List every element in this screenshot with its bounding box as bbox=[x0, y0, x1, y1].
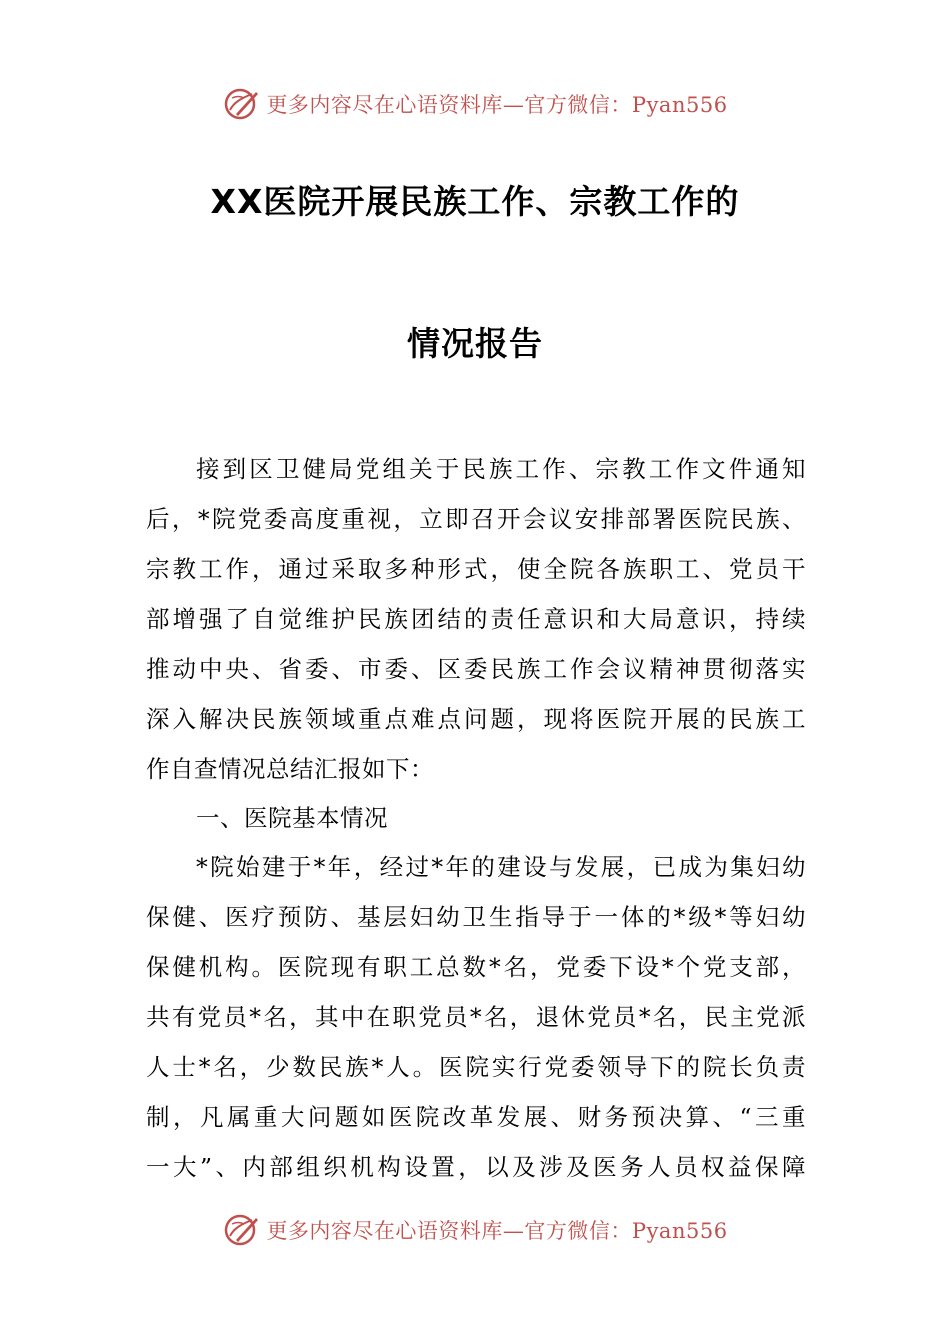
body-line: 一大”、内部组织机构设置，以及涉及医务人员权益保障 bbox=[146, 1153, 806, 1181]
body-line: 后，*院党委高度重视，立即召开会议安排部署医院民族、 bbox=[146, 505, 806, 533]
body-line: 作自查情况总结汇报如下： bbox=[146, 755, 434, 783]
watermark-header bbox=[0, 82, 950, 126]
body-line: 宗教工作，通过采取多种形式，使全院各族职工、党员干 bbox=[146, 555, 806, 583]
body-line: 制，凡属重大问题如医院改革发展、财务预决算、“三重 bbox=[146, 1103, 806, 1131]
body-line: 推动中央、省委、市委、区委民族工作会议精神贯彻落实 bbox=[146, 655, 806, 683]
document-title-line-1: XX医院开展民族工作、宗教工作的 bbox=[210, 182, 740, 221]
pen-logo-icon bbox=[222, 1210, 262, 1250]
body-line: 保健机构。医院现有职工总数*名，党委下设*个党支部， bbox=[146, 953, 806, 981]
pen-logo-icon bbox=[222, 84, 262, 124]
body-line: 部增强了自觉维护民族团结的责任意识和大局意识，持续 bbox=[146, 605, 806, 633]
body-line: *院始建于*年，经过*年的建设与发展，已成为集妇幼 bbox=[196, 853, 806, 881]
document-title-line-2: 情况报告 bbox=[407, 324, 543, 363]
body-line: 深入解决民族领域重点难点问题，现将医院开展的民族工 bbox=[146, 705, 806, 733]
watermark-text: 更多内容尽在心语资料库—官方微信：Pyan556 bbox=[266, 1219, 728, 1243]
section-heading: 一、医院基本情况 bbox=[196, 804, 388, 832]
watermark-footer bbox=[0, 1208, 950, 1252]
body-line: 人士*名，少数民族*人。医院实行党委领导下的院长负责 bbox=[146, 1053, 806, 1081]
watermark-text: 更多内容尽在心语资料库—官方微信：Pyan556 bbox=[266, 93, 728, 117]
body-line: 保健、医疗预防、基层妇幼卫生指导于一体的*级*等妇幼 bbox=[146, 903, 806, 931]
body-line: 接到区卫健局党组关于民族工作、宗教工作文件通知 bbox=[196, 455, 806, 483]
body-line: 共有党员*名，其中在职党员*名，退休党员*名，民主党派 bbox=[146, 1003, 806, 1031]
